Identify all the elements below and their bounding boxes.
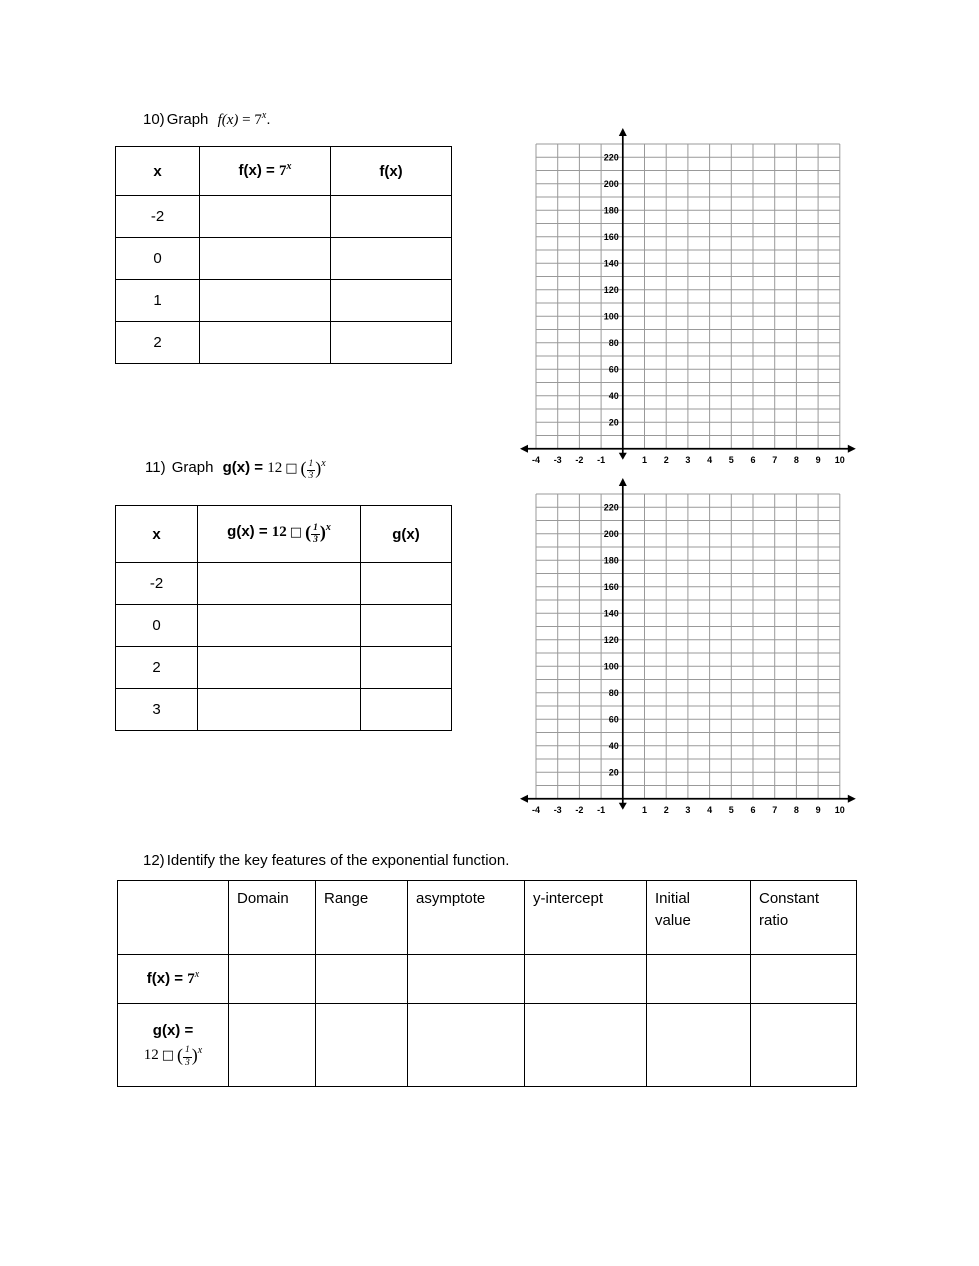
x-value-cell: 0 [116, 238, 200, 280]
svg-text:-3: -3 [553, 454, 562, 465]
svg-text:9: 9 [815, 454, 821, 465]
svg-text:10: 10 [834, 454, 845, 465]
table-q12-header-constant-ratio: Constant ratio [751, 881, 857, 955]
work-cell-empty [198, 563, 361, 605]
svg-text:80: 80 [608, 337, 619, 348]
answer-cell-empty [361, 647, 452, 689]
table-row [116, 196, 452, 238]
paren-open: ( [300, 458, 307, 478]
table-row [116, 563, 452, 605]
q10-equals: = 7 [238, 112, 262, 128]
table-q12-header-y-intercept: y-intercept [525, 881, 647, 955]
svg-text:-4: -4 [531, 804, 541, 815]
svg-text:5: 5 [728, 804, 734, 815]
svg-text:20: 20 [608, 767, 619, 778]
table-q10-header-x: x [116, 147, 200, 196]
table-q12-header-domain: Domain [229, 881, 316, 955]
svg-text:-1: -1 [597, 454, 606, 465]
answer-cell-empty [361, 689, 452, 731]
paren-open: ( [177, 1044, 184, 1065]
coordinate-grid-q11 [514, 476, 866, 831]
svg-text:1: 1 [641, 804, 648, 815]
row-label-g [118, 1004, 229, 1087]
svg-text:4: 4 [707, 804, 713, 815]
fraction-numerator: 1 [183, 1046, 192, 1058]
answer-cell-empty [647, 1004, 751, 1087]
svg-text:100: 100 [603, 311, 619, 322]
svg-text:200: 200 [603, 528, 619, 539]
svg-text:120: 120 [603, 284, 619, 295]
q10-function-name: f(x) [217, 112, 239, 128]
svg-text:-3: -3 [553, 804, 562, 815]
question-11-word: Graph [171, 459, 214, 476]
svg-text:6: 6 [750, 804, 756, 815]
table-row [116, 647, 452, 689]
question-12-number: 12) [143, 852, 165, 869]
work-cell-empty [200, 238, 331, 280]
table-q12-g-row [118, 1004, 857, 1087]
svg-text:7: 7 [772, 454, 778, 465]
fraction-denominator: 3 [185, 1057, 190, 1068]
svg-text:10: 10 [834, 804, 845, 815]
fraction-numerator: 1 [311, 524, 320, 536]
svg-text:140: 140 [603, 608, 619, 619]
svg-text:40: 40 [608, 740, 619, 751]
answer-cell-empty [316, 955, 408, 1004]
fraction-denominator: 3 [308, 471, 314, 481]
table-q12-header-range: Range [316, 881, 408, 955]
question-11-number: 11) [145, 459, 166, 476]
svg-text:20: 20 [608, 417, 619, 428]
svg-text:180: 180 [603, 555, 619, 566]
table-q11-header-gx: g(x) [361, 506, 452, 563]
fraction-one-third [311, 524, 320, 546]
table-q11-header-x: x [116, 506, 198, 563]
f-label: f(x) = [146, 970, 188, 987]
table-q12 [117, 880, 857, 1087]
x-value-cell: 2 [116, 647, 198, 689]
table-q12-header-blank [118, 881, 229, 955]
table-q12-header-initial-value: Initial value [647, 881, 751, 955]
svg-text:-4: -4 [531, 454, 541, 465]
table-q12-header-row [118, 881, 857, 955]
f-sup: x [194, 969, 200, 980]
paren-open: ( [305, 522, 312, 543]
svg-text:8: 8 [793, 454, 799, 465]
x-value-cell: -2 [116, 196, 200, 238]
g-exponent: x [321, 458, 326, 469]
paren-close: ) [315, 458, 322, 478]
answer-cell-empty [408, 955, 525, 1004]
svg-text:60: 60 [608, 714, 619, 725]
svg-text:-2: -2 [575, 454, 584, 465]
table-q10 [115, 146, 452, 364]
svg-text:40: 40 [608, 390, 619, 401]
fraction-one-third [307, 460, 316, 482]
answer-cell-empty [316, 1004, 408, 1087]
question-11-text [145, 458, 326, 482]
x-value-cell: 1 [116, 280, 200, 322]
f-label: f(x) = [238, 162, 279, 179]
q10-period: . [266, 111, 271, 128]
svg-text:220: 220 [603, 502, 619, 513]
fraction-denominator: 3 [313, 535, 318, 546]
svg-text:160: 160 [603, 231, 619, 242]
svg-text:3: 3 [685, 454, 691, 465]
svg-text:-1: -1 [597, 804, 606, 815]
table-q10-header-fx: f(x) [331, 147, 452, 196]
row-label-f [118, 955, 229, 1004]
table-row [116, 280, 452, 322]
grid-graph-svg [514, 476, 866, 826]
paren-close: ) [191, 1044, 198, 1065]
g-label: g(x) = [227, 523, 268, 541]
table-q11 [115, 505, 452, 731]
paren-close: ) [319, 522, 326, 543]
work-cell-empty [200, 280, 331, 322]
missing-glyph-box: □ [161, 1047, 175, 1063]
table-row [116, 605, 452, 647]
table-q10-header-rule [200, 147, 331, 196]
svg-text:7: 7 [772, 804, 778, 815]
answer-cell-empty [229, 955, 316, 1004]
svg-text:3: 3 [685, 804, 691, 815]
svg-text:5: 5 [728, 454, 734, 465]
question-12-text [143, 852, 509, 869]
work-cell-empty [198, 647, 361, 689]
svg-text:120: 120 [603, 634, 619, 645]
svg-text:-2: -2 [575, 804, 584, 815]
x-value-cell: 0 [116, 605, 198, 647]
question-10-text [143, 111, 270, 129]
f-base: 7 [278, 163, 287, 179]
x-value-cell: -2 [116, 563, 198, 605]
missing-glyph-box: □ [285, 461, 298, 476]
table-q12-header-asymptote: asymptote [408, 881, 525, 955]
work-cell-empty [200, 196, 331, 238]
x-value-cell: 2 [116, 322, 200, 364]
answer-cell-empty [751, 1004, 857, 1087]
fraction-one-third [183, 1046, 192, 1068]
table-q10-header-row [116, 147, 452, 196]
f-base: 7 [187, 971, 195, 987]
g-coef: 12 [267, 460, 283, 476]
g-exponent: x [325, 522, 331, 534]
svg-text:60: 60 [608, 364, 619, 375]
svg-text:80: 80 [608, 687, 619, 698]
svg-text:160: 160 [603, 581, 619, 592]
table-row [116, 322, 452, 364]
table-row [116, 689, 452, 731]
table-q11-header-rule [198, 506, 361, 563]
svg-text:140: 140 [603, 258, 619, 269]
svg-text:2: 2 [663, 804, 669, 815]
svg-text:8: 8 [793, 804, 799, 815]
g-exponent: x [197, 1044, 203, 1056]
svg-text:6: 6 [750, 454, 756, 465]
svg-text:9: 9 [815, 804, 821, 815]
answer-cell-empty [525, 1004, 647, 1087]
q10-exponent: x [261, 110, 267, 121]
work-cell-empty [200, 322, 331, 364]
answer-cell-empty [361, 605, 452, 647]
answer-cell-empty [751, 955, 857, 1004]
question-10-number: 10) [143, 111, 165, 128]
answer-cell-empty [331, 322, 452, 364]
question-12-body: Identify the key features of the exponential function. [166, 852, 510, 869]
question-10-word: Graph [166, 111, 209, 128]
g-label: g(x) = [222, 459, 264, 476]
grid-graph-svg [514, 126, 866, 476]
answer-cell-empty [331, 238, 452, 280]
answer-cell-empty [331, 280, 452, 322]
missing-glyph-box: □ [289, 525, 303, 541]
work-cell-empty [198, 605, 361, 647]
svg-text:2: 2 [663, 454, 669, 465]
coordinate-grid-q10 [514, 126, 866, 481]
work-cell-empty [198, 689, 361, 731]
g-coef: 12 [143, 1046, 159, 1063]
x-value-cell: 3 [116, 689, 198, 731]
f-sup: x [286, 161, 292, 172]
svg-text:200: 200 [603, 178, 619, 189]
fraction-numerator: 1 [307, 460, 316, 472]
answer-cell-empty [647, 955, 751, 1004]
answer-cell-empty [525, 955, 647, 1004]
answer-cell-empty [229, 1004, 316, 1087]
answer-cell-empty [331, 196, 452, 238]
svg-text:220: 220 [603, 152, 619, 163]
svg-text:1: 1 [641, 454, 648, 465]
answer-cell-empty [408, 1004, 525, 1087]
svg-text:180: 180 [603, 205, 619, 216]
svg-text:100: 100 [603, 661, 619, 672]
g-label: g(x) = [152, 1021, 194, 1039]
table-q12-f-row [118, 955, 857, 1004]
svg-text:4: 4 [707, 454, 713, 465]
table-q11-header-row [116, 506, 452, 563]
table-row [116, 238, 452, 280]
g-coef: 12 [271, 524, 287, 541]
answer-cell-empty [361, 563, 452, 605]
